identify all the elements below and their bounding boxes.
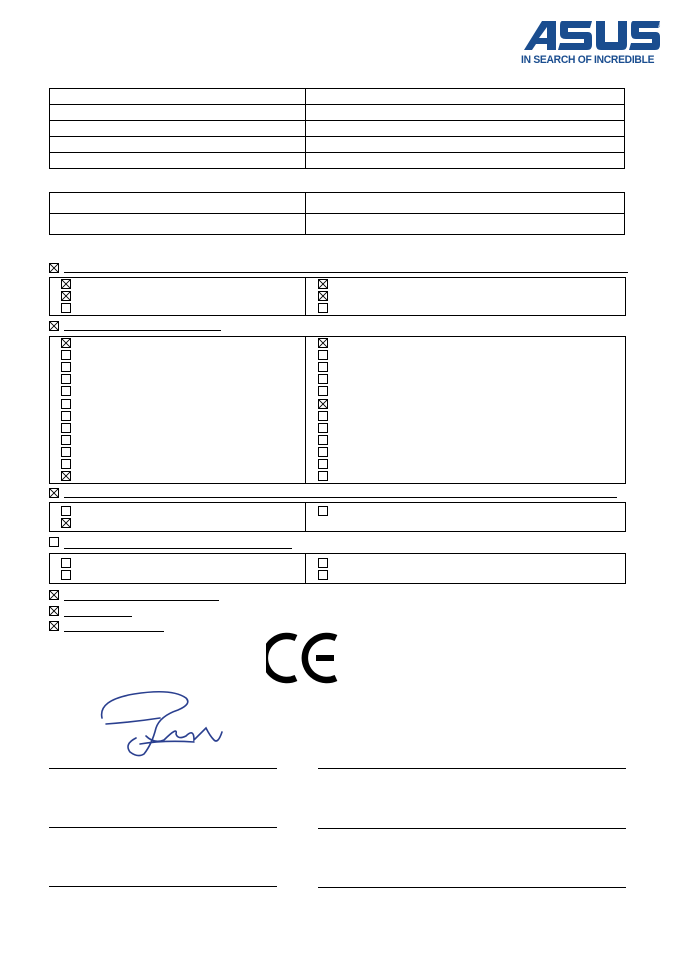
- section-2-left-checkbox-2[interactable]: [61, 350, 71, 360]
- signature-line-left-1: [49, 768, 277, 769]
- section-2-heading-line: [64, 330, 221, 331]
- section-2-left-checkbox-8[interactable]: [61, 423, 71, 433]
- section-2-left-checkbox-12[interactable]: [61, 471, 71, 481]
- section-3-box: [49, 502, 626, 532]
- section-1-left-checkbox-1[interactable]: [61, 279, 71, 289]
- brand-tagline: IN SEARCH OF INCREDIBLE: [521, 54, 655, 66]
- section-4-right-checkbox-2[interactable]: [318, 570, 328, 580]
- section-1-checkbox[interactable]: [49, 263, 59, 273]
- section-2-left-checkbox-9[interactable]: [61, 435, 71, 445]
- section-3-checkbox[interactable]: [49, 488, 59, 498]
- manufacturer-table: [49, 192, 625, 235]
- signature-line-right-3: [318, 887, 626, 888]
- section-4-heading-line: [64, 548, 292, 549]
- section-1-right-checkbox-2[interactable]: [318, 291, 328, 301]
- extra-item-3-line: [64, 631, 164, 632]
- section-2-left-checkbox-5[interactable]: [61, 386, 71, 396]
- product-info-table: [49, 88, 625, 169]
- section-2-left-checkbox-6[interactable]: [61, 399, 71, 409]
- section-1-right-checkbox-3[interactable]: [318, 303, 328, 313]
- section-4-left-checkbox-1[interactable]: [61, 558, 71, 568]
- section-1-right-checkbox-1[interactable]: [318, 279, 328, 289]
- section-2-left-checkbox-3[interactable]: [61, 362, 71, 372]
- signature-line-right-1: [318, 768, 626, 769]
- section-1-box: [49, 277, 626, 316]
- section-3-left-checkbox-2[interactable]: [61, 518, 71, 528]
- extra-item-1-line: [64, 600, 219, 601]
- extra-item-2-line: [64, 616, 132, 617]
- section-3-heading-line: [64, 497, 617, 498]
- section-1-divider: [305, 277, 306, 315]
- section-3-left-checkbox-1[interactable]: [61, 506, 71, 516]
- section-2-divider: [305, 336, 306, 483]
- section-2-right-checkbox-8[interactable]: [318, 423, 328, 433]
- section-4-left-checkbox-2[interactable]: [61, 570, 71, 580]
- section-2-right-checkbox-4[interactable]: [318, 374, 328, 384]
- handwritten-signature: [94, 688, 234, 760]
- section-2-left-checkbox-11[interactable]: [61, 459, 71, 469]
- section-4-divider: [305, 553, 306, 583]
- section-1-left-checkbox-2[interactable]: [61, 291, 71, 301]
- signature-line-right-2: [318, 828, 626, 829]
- section-1-heading-line: [64, 272, 628, 273]
- section-2-right-checkbox-5[interactable]: [318, 386, 328, 396]
- asus-logo: [522, 18, 662, 54]
- section-3-right-checkbox-1[interactable]: [318, 506, 328, 516]
- section-2-right-checkbox-3[interactable]: [318, 362, 328, 372]
- section-2-right-checkbox-7[interactable]: [318, 411, 328, 421]
- extra-item-1-checkbox[interactable]: [49, 590, 59, 600]
- section-4-right-checkbox-1[interactable]: [318, 558, 328, 568]
- section-2-left-checkbox-10[interactable]: [61, 447, 71, 457]
- section-2-right-checkbox-10[interactable]: [318, 447, 328, 457]
- section-2-left-checkbox-1[interactable]: [61, 338, 71, 348]
- section-2-right-checkbox-11[interactable]: [318, 459, 328, 469]
- section-2-right-checkbox-9[interactable]: [318, 435, 328, 445]
- extra-item-2-checkbox[interactable]: [49, 606, 59, 616]
- section-4-checkbox[interactable]: [49, 537, 59, 547]
- ce-mark: [266, 632, 340, 684]
- extra-item-3-checkbox[interactable]: [49, 621, 59, 631]
- signature-line-left-3: [49, 886, 277, 887]
- section-1-left-checkbox-3[interactable]: [61, 303, 71, 313]
- section-3-divider: [305, 502, 306, 531]
- section-2-left-checkbox-7[interactable]: [61, 411, 71, 421]
- section-2-right-checkbox-2[interactable]: [318, 350, 328, 360]
- section-2-right-checkbox-1[interactable]: [318, 338, 328, 348]
- section-2-right-checkbox-12[interactable]: [318, 471, 328, 481]
- registered-mark: ®: [655, 23, 661, 30]
- section-4-box: [49, 553, 626, 584]
- section-2-right-checkbox-6[interactable]: [318, 399, 328, 409]
- signature-line-left-2: [49, 827, 277, 828]
- section-2-checkbox[interactable]: [49, 321, 59, 331]
- section-2-box: [49, 336, 626, 484]
- section-2-left-checkbox-4[interactable]: [61, 374, 71, 384]
